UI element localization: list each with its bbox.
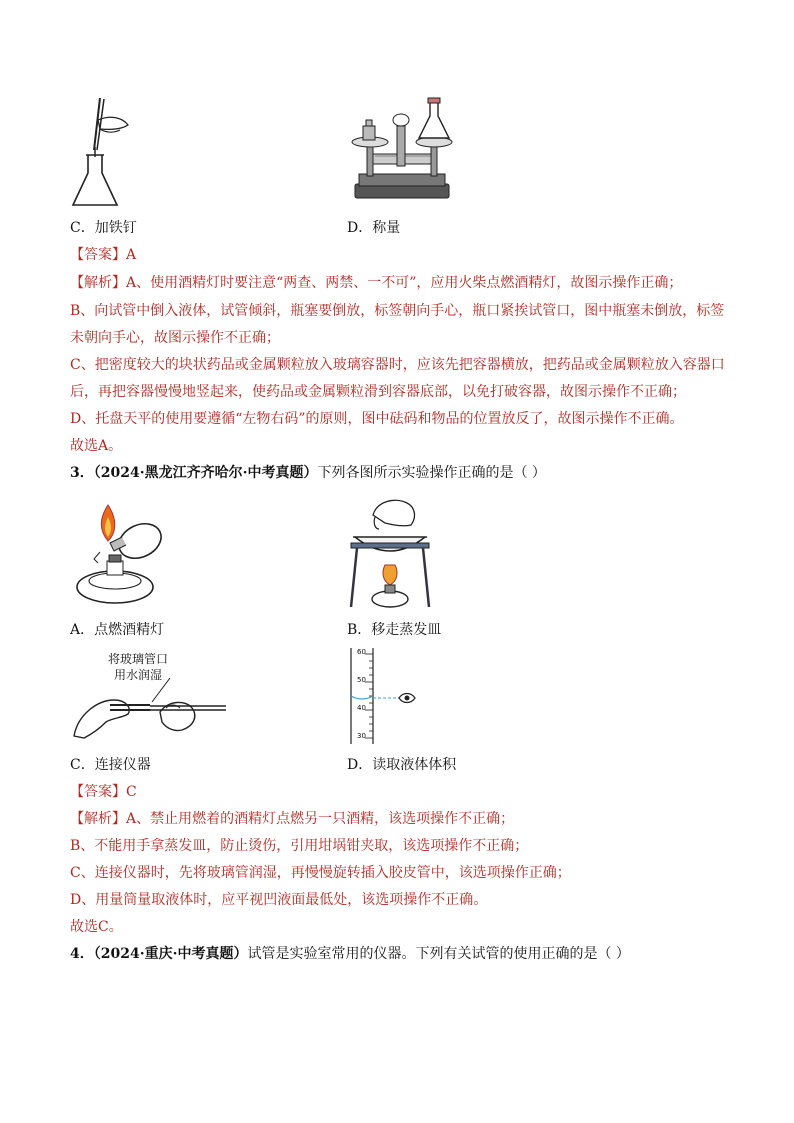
question-text: 试管是实验室常用的仪器。下列有关试管的使用正确的是（ ） [247,946,630,962]
cylinder-tick-label: 60 [357,648,366,656]
figure-move-evaporating-dish [345,495,435,612]
analysis-conclusion: 故选A。 [70,438,123,454]
figure-add-iron-nail [70,95,140,210]
question-number: 4． [70,946,94,962]
option-c-label: C．连接仪器 [70,757,151,773]
figure-caption-line-1: 将玻璃管口 [108,652,169,666]
analysis-line: 未朝向手心，故图示操作不正确； [70,330,280,346]
question-source: （2024·重庆·中考真题） [93,946,248,962]
analysis-line: 【解析】A、使用酒精灯时要注意“两查、两禁、一不可”，应用火柴点燃酒精灯，故图示操作正确； [70,275,683,291]
question-number: 3． [70,465,94,481]
option-d-label: D．称量 [347,220,401,236]
analysis-line: 【解析】A、禁止用燃着的酒精灯点燃另一只酒精，该选项操作不正确； [70,811,515,827]
analysis-line: D、用量筒量取液体时，应平视凹液面最低处，该选项操作不正确。 [70,892,488,908]
analysis-line: C、把密度较大的块状药品或金属颗粒放入玻璃容器时，应该先把容器横放，把药品或金属颗粒放入容器口 [70,357,725,373]
cylinder-tick-label: 30 [357,732,366,740]
option-c-label: C．加铁钉 [70,220,137,236]
answer-line: 【答案】C [70,784,137,800]
question-4-stem [70,944,630,964]
option-a-label: A．点燃酒精灯 [70,622,165,638]
figure-connect-apparatus [70,648,230,743]
answer-line: 【答案】A [70,247,137,263]
question-source: （2024·黑龙江齐齐哈尔·中考真题） [93,465,318,481]
analysis-line: 后，再把容器慢慢地竖起来，使药品或金属颗粒滑到容器底部，以免打破容器，故图示操作不正确； [70,384,686,400]
figure-light-alcohol-lamp [70,497,170,612]
analysis-conclusion: 故选C。 [70,919,123,935]
option-d-label: D．读取液体体积 [347,757,457,773]
analysis-line: B、向试管中倒入液体，试管倾斜，瓶塞要倒放，标签朝向手心，瓶口紧挨试管口，图中瓶塞未倒放，标签 [70,303,725,319]
figure-graduated-cylinder [347,648,427,746]
question-text: 下列各图所示实验操作正确的是（ ） [317,465,546,481]
figure-balance-weighing [345,96,457,206]
analysis-line: C、连接仪器时，先将玻璃管润湿，再慢慢旋转插入胶皮管中，该选项操作正确； [70,865,571,881]
analysis-line: D、托盘天平的使用要遵循“左物右码”的原则，图中砝码和物品的位置放反了，故图示操作不正确。 [70,411,684,427]
analysis-line: B、不能用手拿蒸发皿，防止烫伤，引用坩埚钳夹取，该选项操作不正确； [70,838,529,854]
cylinder-tick-label: 40 [357,704,366,712]
option-b-label: B．移走蒸发皿 [347,622,442,638]
question-3-stem [70,463,546,483]
cylinder-tick-label: 50 [357,676,366,684]
figure-caption-line-2: 用水润湿 [114,668,163,682]
